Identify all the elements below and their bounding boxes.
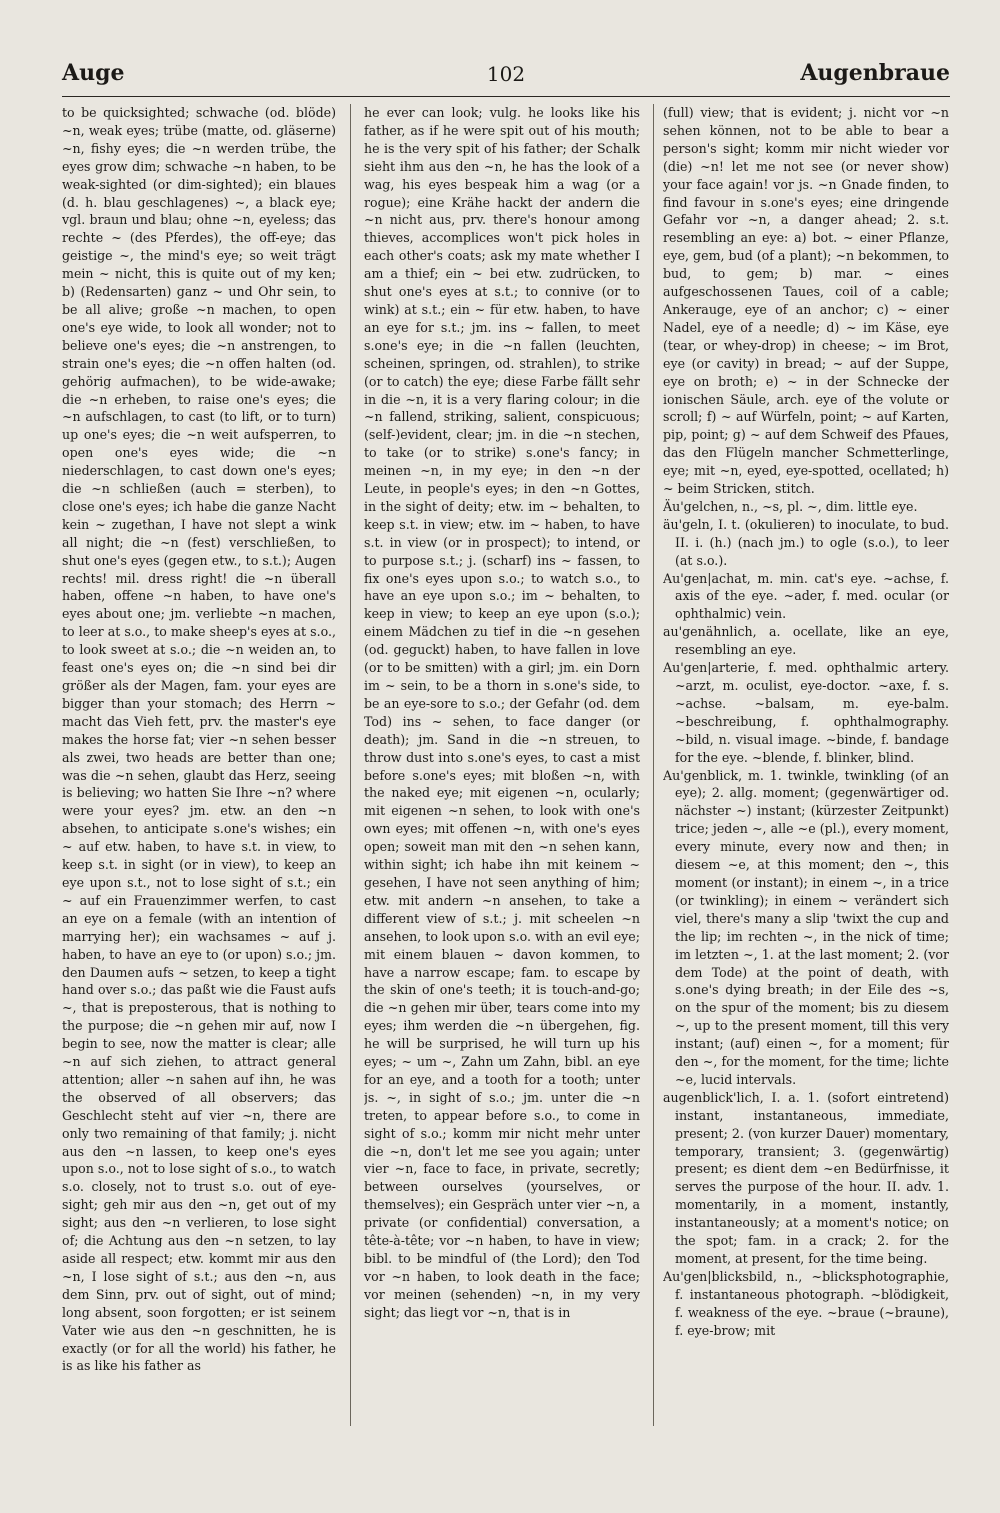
header-rule: [62, 96, 950, 97]
page-header: [62, 60, 950, 94]
dictionary-entry: Äu'gelchen, n., ~s, pl. ~, dim. little eye.: [663, 498, 918, 514]
page-number: 102: [486, 62, 526, 86]
dictionary-entry: au'genähnlich, a. ocellate, like an eye, resembling an eye.: [663, 624, 949, 658]
column-1: [62, 104, 336, 1434]
dictionary-entry: augenblick'lich, I. a. 1. (sofort eintretend) instant, instantaneous, immediate, present; 2. (von kurzer Dauer) momentary, temporary, transient; 3. (gegenwärtig) present; es dient dem ~en Bedürfnisse, it serves the purpose of the hour. II. adv. 1. momentarily, in a moment, instantly, instantaneously; at a moment's notice; on the spot; fam. in a crack; 2. for the moment, at present, for the time being.: [663, 1089, 949, 1266]
column-2-text: he ever can look; vulg. he looks like his father, as if he were spit out of his mouth; he is the very spit of his father; der Schalk sieht ihm aus den ~n, he has the look of a wag, his eyes bespeak him a wag (or a rogue); eine Krähe hackt der andern die ~n nicht aus, prv. there's honour among thieves, accomplices won't pick holes in each other's coats; ask my mate whether I am a thief; ein ~ bei etw. zudrücken, to shut one's eyes at s.t.; to connive (or to wink) at s.t.; ein ~ für etw. haben, to have an eye for s.t.; jm. ins ~ fallen, to meet s.one's eye; in die ~n fallen (leuchten, scheinen, springen, od. strahlen), to strike (or to catch) the eye; diese Farbe fällt sehr in die ~n, it is a very flaring colour; in die ~n fallend, striking, salient, conspicuous; (self-)evident, clear; jm. in die ~n stechen, to take (or to strike) s.one's fancy; in meinen ~n, in my eye; in den ~n der Leute, in people's eyes; in den ~n Gottes, in the sight of deity; etw. im ~ behalten, to keep s.t. in view; etw. im ~ haben, to have s.t. in view (or in prospect); to intend, or to purpose s.t.; j. (scharf) ins ~ fassen, to fix one's eyes upon s.o.; to watch s.o., to have an eye upon s.o.; im ~ behalten, to keep in view; to keep an eye upon (s.o.); einem Mädchen zu tief in die ~n gesehen (od. geguckt) haben, to have fallen in love (or to be smitten) with a girl; jm. ein Dorn im ~ sein, to be a thorn in s.one's side, to be an eye-sore to s.o.; der Gefahr (od. dem Tod) ins ~ sehen, to face danger (or death); jm. Sand in die ~n streuen, to throw dust into s.one's eyes, to cast a mist before s.one's eyes; mit bloßen ~n, with the naked eye; mit eigenen ~n, ocularly; mit eigenen ~n sehen, to look with one's own eyes; mit offenen ~n, with one's eyes open; soweit man mit den ~n sehen kann, within sight; ich habe ihn mit keinem ~ gesehen, I have not seen anything of him; etw. mit andern ~n ansehen, to take a different view of s.t.; j. mit scheelen ~n ansehen, to look upon s.o. with an evil eye; mit einem blauen ~ davon kommen, to have a narrow escape; fam. to escape by the skin of one's teeth; it is touch-and-go; die ~n gehen mir über, tears come into my eyes; ihm werden die ~n übergehen, fig. he will be surprised, he will turn up his eyes; ~ um ~, Zahn um Zahn, bibl. an eye for an eye, and a tooth for a tooth; unter js. ~, in sight of s.o.; jm. unter die ~n treten, to appear before s.o., to come in sight of s.o.; komm mir nicht mehr unter die ~n, don't let me see you again; unter vier ~n, face to face, in private, secretly; between ourselves (yourselves, or themselves); ein Gespräch unter vier ~n, a private (or confidential) conversation, a tête-à-tête; vor ~n haben, to have in view; bibl. to be mindful of (the Lord); den Tod vor ~n haben, to look death in the face; vor meinen (sehenden) ~n, in my very sight; das liegt vor ~n, that is in: [364, 105, 640, 1320]
column-2: [364, 104, 640, 1434]
dictionary-entry: Au'gen|blicksbild, n., ~blicksphotographie, f. instantaneous photograph. ~blödigkeit, f. weakness of the eye. ~braue (~braune), f. eye-brow; mit: [663, 1268, 949, 1338]
column-divider-1: [350, 104, 351, 1426]
column-3: [663, 104, 949, 1434]
dictionary-entry: Au'gen|arterie, f. med. ophthalmic artery. ~arzt, m. oculist, eye-doctor. ~axe, f. s. ~achse. ~balsam, m. eye-balm. ~beschreibung, f. ophthalmography. ~bild, n. visual image. ~binde, f. bandage for the eye. ~blende, f. blinker, blind.: [663, 660, 949, 765]
dictionary-entry: Au'gen|achat, m. min. cat's eye. ~achse, f. axis of the eye. ~ader, f. med. ocular (or ophthalmic) vein.: [663, 570, 949, 622]
header-right-guide-word: Augenbraue: [800, 60, 950, 86]
header-left-guide-word: Auge: [62, 60, 125, 86]
column-divider-2: [653, 104, 654, 1426]
column-3-continuation: (full) view; that is evident; j. nicht vor ~n sehen können, not to be able to bear a person's sight; komm mir nicht wieder vor (die) ~n! let me not see (or never show) your face again! vor js. ~n Gnade finden, to find favour in s.one's eyes; eine dringende Gefahr vor ~n, a danger ahead; 2. s.t. resembling an eye: a) bot. ~ einer Pflanze, eye, gem, bud (of a plant); ~n bekommen, to bud, to gem; b) mar. ~ eines aufgeschossenen Taues, coil of a cable; Ankerauge, eye of an anchor; c) ~ einer Nadel, eye of a needle; d) ~ im Käse, eye (tear, or whey-drop) in cheese; ~ im Brot, eye (or cavity) in bread; ~ auf der Suppe, eye on broth; e) ~ in der Schnecke der ionischen Säule, arch. eye of the volute or scroll; f) ~ auf Würfeln, point; ~ auf Karten, pip, point; g) ~ auf dem Schweif des Pfaues, das den Flügeln mancher Schmetterlinge, eye; mit ~n, eyed, eye-spotted, ocellated; h) ~ beim Stricken, stitch.: [663, 105, 949, 497]
column-1-text: to be quicksighted; schwache (od. blöde) ~n, weak eyes; trübe (matte, od. gläserne) ~n, fishy eyes; die ~n werden trübe, the eyes grow dim; schwache ~n haben, to be weak-sighted (or dim-sighted); ein blaues (d. h. blau geschlagenes) ~, a black eye; vgl. braun und blau; ohne ~n, eyeless; das rechte ~ (des Pferdes), the off-eye; das geistige ~, the mind's eye; so weit trägt mein ~ nicht, this is quite out of my ken; b) (Redensarten) ganz ~ und Ohr sein, to be all alive; große ~n machen, to open one's eye wide, to look all wonder; not to believe one's eyes; die ~n anstrengen, to strain one's eyes; die ~n offen halten (od. gehörig aufmachen), to be wide-awake; die ~n erheben, to raise one's eyes; die ~n aufschlagen, to cast (to lift, or to turn) up one's eyes; die ~n weit aufsperren, to open one's eyes wide; die ~n niederschlagen, to cast down one's eyes; die ~n schließen (auch = sterben), to close one's eyes; ich habe die ganze Nacht kein ~ zugethan, I have not slept a wink all night; die ~n (fest) verschließen, to shut one's eyes (gegen etw., to s.t.); Augen rechts! mil. dress right! die ~n überall haben, offene ~n haben, to have one's eyes about one; jm. verliebte ~n machen, to leer at s.o., to make sheep's eyes at s.o., to look sweet at s.o.; die ~n weiden an, to feast one's eyes on; die ~n sind bei dir größer als der Magen, fam. your eyes are bigger than your stomach; des Herrn ~ macht das Vieh fett, prv. the master's eye makes the horse fat; vier ~n sehen besser als zwei, two heads are better than one; was die ~n sehen, glaubt das Herz, seeing is believing; wo hatten Sie Ihre ~n? where were your eyes? jm. etw. an den ~n absehen, to anticipate s.one's wishes; ein ~ auf etw. haben, to have s.t. in view, to keep s.t. in sight (or in view), to keep an eye upon s.t., not to lose sight of s.t.; ein ~ auf ein Frauenzimmer werfen, to cast an eye on a female (with an intention of marrying her); ein wachsames ~ auf j. haben, to have an eye to (or upon) s.o.; jm. den Daumen aufs ~ setzen, to keep a tight hand over s.o.; das paßt wie die Faust aufs ~, that is preposterous, that is nothing to the purpose; die ~n gehen mir auf, now I begin to see, now the matter is clear; alle ~n auf sich ziehen, to attract general attention; aller ~n sahen auf ihn, he was the observed of all observers; das Geschlecht steht auf vier ~n, there are only two remaining of that family; j. nicht aus den ~n lassen, to keep one's eyes upon s.o., not to lose sight of s.o., to watch s.o. closely, not to trust s.o. out of eye-sight; geh mir aus den ~n, get out of my sight; aus den ~n verlieren, to lose sight of; die Achtung aus den ~n setzen, to lay aside all respect; etw. kommt mir aus den ~n, I lose sight of s.t.; aus den ~n, aus dem Sinn, prv. out of sight, out of mind; long absent, soon forgotten; er ist seinem Vater wie aus den ~n geschnitten, he is exactly (or for all the world) his father, he is as like his father as: [62, 105, 336, 1374]
dictionary-entry: äu'geln, I. t. (okulieren) to inoculate, to bud. II. i. (h.) (nach jm.) to ogle (s.o.), to leer (at s.o.).: [663, 516, 949, 568]
dictionary-entry: Au'genblick, m. 1. twinkle, twinkling (of an eye); 2. allg. moment; (gegenwärtiger od. nächster ~) instant; (kürzester Zeitpunkt) trice; jeden ~, alle ~e (pl.), every moment, every minute, every now and then; in diesem ~e, at this moment; den ~, this moment (or instant); in einem ~, in a trice (or twinkling); in einem ~ verändert sich viel, there's many a slip 'twixt the cup and the lip; im rechten ~, in the nick of time; im letzten ~, 1. at the last moment; 2. (vor dem Tode) at the point of death, with s.one's dying breath; in der Eile des ~s, on the spur of the moment; bis zu diesem ~, up to the present moment, till this very instant; (auf) einen ~, for a moment; für den ~, for the moment, for the time; lichte ~e, lucid intervals.: [663, 767, 949, 1087]
